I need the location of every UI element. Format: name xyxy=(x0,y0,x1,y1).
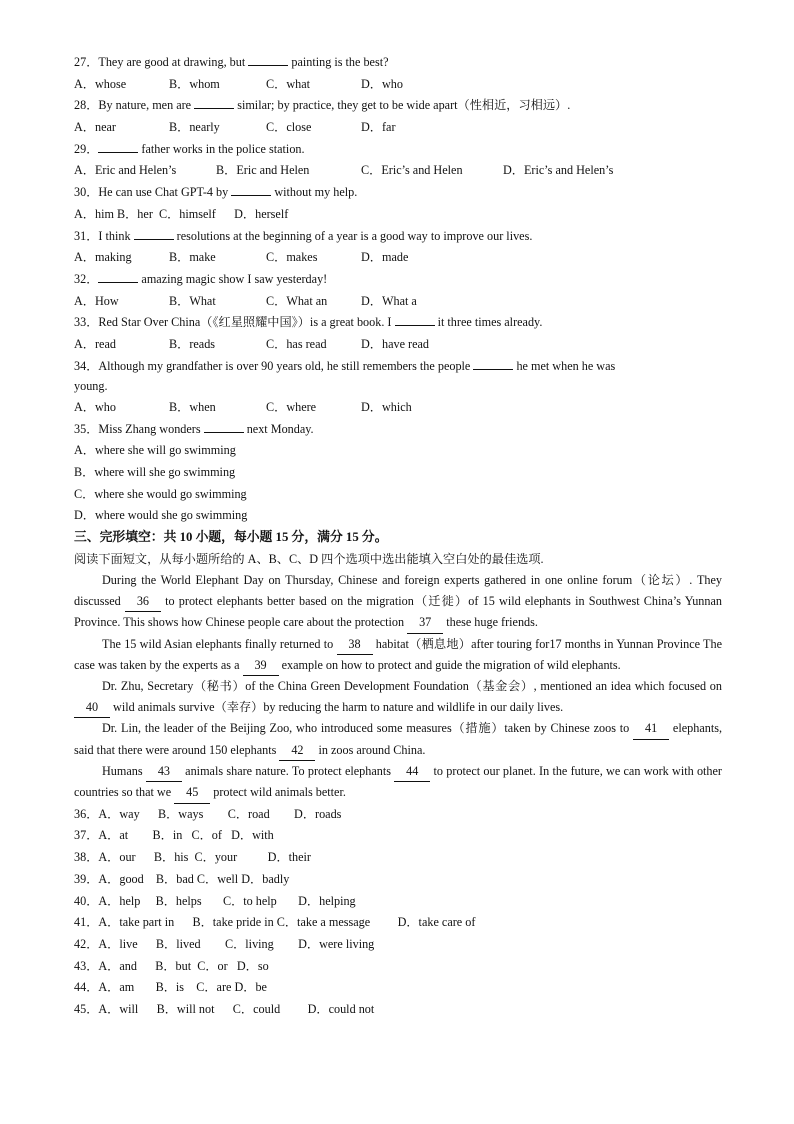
cloze-blank-45: 45 xyxy=(174,782,210,803)
section-3-title: 三、完形填空：共 10 小题，每小题 15 分，满分 15 分。 xyxy=(74,529,388,544)
answer-blank xyxy=(231,195,271,196)
question-35-stem: 35．Miss Zhang wonders next Monday. xyxy=(74,421,314,436)
cloze-blank-38: 38 xyxy=(337,634,373,655)
question-30-stem: 30．He can use Chat GPT-4 by without my help. xyxy=(74,185,358,200)
cloze-blank-39: 39 xyxy=(243,655,279,676)
cloze-options-38: 38．A．our B．his C．your D．their xyxy=(74,850,311,865)
question-27-options: A．whose B．whom C．what D．who xyxy=(74,76,403,91)
answer-blank xyxy=(194,108,234,109)
question-32-stem: 32． amazing magic show I saw yesterday! xyxy=(74,271,328,286)
question-27-stem: 27．They are good at drawing, but painting is the best? xyxy=(74,55,389,69)
question-34-options: A．who B．when C．where D．which xyxy=(74,399,412,414)
passage-paragraph-1: During the World Elephant Day on Thursday, Chinese and foreign experts gathered in one online forum（论坛）. They discussed 36 to protect elephants better based on the migration（迁徙）of 15 wild elephants in Southwest China’s Yunnan Province. This shows how Chinese people care about the protection 37 these huge friends. xyxy=(74,570,722,633)
question-33-options: A．read B．reads C．has read D．have read xyxy=(74,336,430,351)
cloze-blank-41: 41 xyxy=(633,718,669,739)
answer-blank xyxy=(204,432,244,433)
answer-blank xyxy=(473,369,513,370)
cloze-options-37: 37．A．at B．in C．of D．with xyxy=(74,828,274,843)
question-32-options: A．How B．What C．What an D．What a xyxy=(74,293,417,308)
answer-blank xyxy=(134,239,174,240)
question-30-options: A．him B．her C．himself D．herself xyxy=(74,206,289,221)
question-35-option-a: A．where she will go swimming xyxy=(74,443,236,458)
answer-blank xyxy=(98,282,138,283)
question-28-options: A．near B．nearly C．close D．far xyxy=(74,120,396,135)
passage-paragraph-4: Dr. Lin, the leader of the Beijing Zoo, who introduced some measures（措施）taken by Chinese zoos to 41 elephants, said that there were around 150 elephants 42 in zoos around China. xyxy=(74,718,722,761)
cloze-blank-44: 44 xyxy=(394,761,430,782)
cloze-options-40: 40．A．help B．helps C．to help D．helping xyxy=(74,893,356,908)
cloze-blank-43: 43 xyxy=(146,761,182,782)
cloze-blank-40: 40 xyxy=(74,697,110,718)
question-29-stem: 29． father works in the police station. xyxy=(74,141,305,156)
cloze-blank-42: 42 xyxy=(279,740,315,761)
cloze-options-41: 41．A．take part in B．take pride in C．take a message D．take care of xyxy=(74,915,476,930)
worksheet-page xyxy=(74,52,722,1021)
cloze-options-42: 42．A．live B．lived C．living D．were living xyxy=(74,936,375,951)
question-33-stem: 33．Red Star Over China（《红星照耀中国》）is a great book. I it three times already. xyxy=(74,315,543,330)
cloze-options-39: 39．A．good B．bad C．well D．badly xyxy=(74,871,290,886)
answer-blank xyxy=(98,152,138,153)
cloze-options-43: 43．A．and B．but C．or D．so xyxy=(74,958,269,973)
question-35-option-d: D．where would she go swimming xyxy=(74,508,248,523)
question-28-stem: 28．By nature, men are similar; by practice, they get to be wide apart（性相近，习相远）. xyxy=(74,98,571,113)
question-35-option-b: B．where will she go swimming xyxy=(74,464,236,479)
answer-blank xyxy=(395,325,435,326)
answer-blank xyxy=(248,65,288,66)
cloze-options-36: 36．A．way B．ways C．road D．roads xyxy=(74,806,342,821)
passage-paragraph-2: The 15 wild Asian elephants finally returned to 38 habitat（栖息地）after touring for17 months in Yunnan Province The case was taken by the experts as a 39 example on how to protect and guide the migration of wild elephants. xyxy=(74,634,722,677)
question-35-option-c: C．where she would go swimming xyxy=(74,486,247,501)
cloze-options-44: 44．A．am B．is C．are D．be xyxy=(74,980,267,995)
question-29-options: A．Eric and Helen’s B．Eric and Helen C．Eric’s and Helen D．Eric’s and Helen’s xyxy=(74,163,614,178)
passage-paragraph-3: Dr. Zhu, Secretary（秘书）of the China Green Development Foundation（基金会）, mentioned an idea which focused on 40 wild animals survive（幸存）by reducing the harm to nature and wildlife in our daily lives. xyxy=(74,676,722,718)
question-31-stem: 31．I think resolutions at the beginning of a year is a good way to improve our lives. xyxy=(74,228,533,243)
passage-paragraph-5: Humans 43 animals share nature. To protect elephants 44 to protect our planet. In the future, we can work with other countries so that we 45 protect wild animals better. xyxy=(74,761,722,804)
cloze-options-45: 45．A．will B．will not C．could D．could not xyxy=(74,1001,375,1016)
question-34-stem: 34．Although my grandfather is over 90 years old, he still remembers the people he met when he was young. xyxy=(74,358,616,394)
cloze-blank-36: 36 xyxy=(125,591,161,612)
question-31-options: A．making B．make C．makes D．made xyxy=(74,250,409,265)
cloze-blank-37: 37 xyxy=(407,612,443,633)
section-3-instruction: 阅读下面短文，从每小题所给的 A、B、C、D 四个选项中选出能填入空白处的最佳选项. xyxy=(74,551,544,566)
